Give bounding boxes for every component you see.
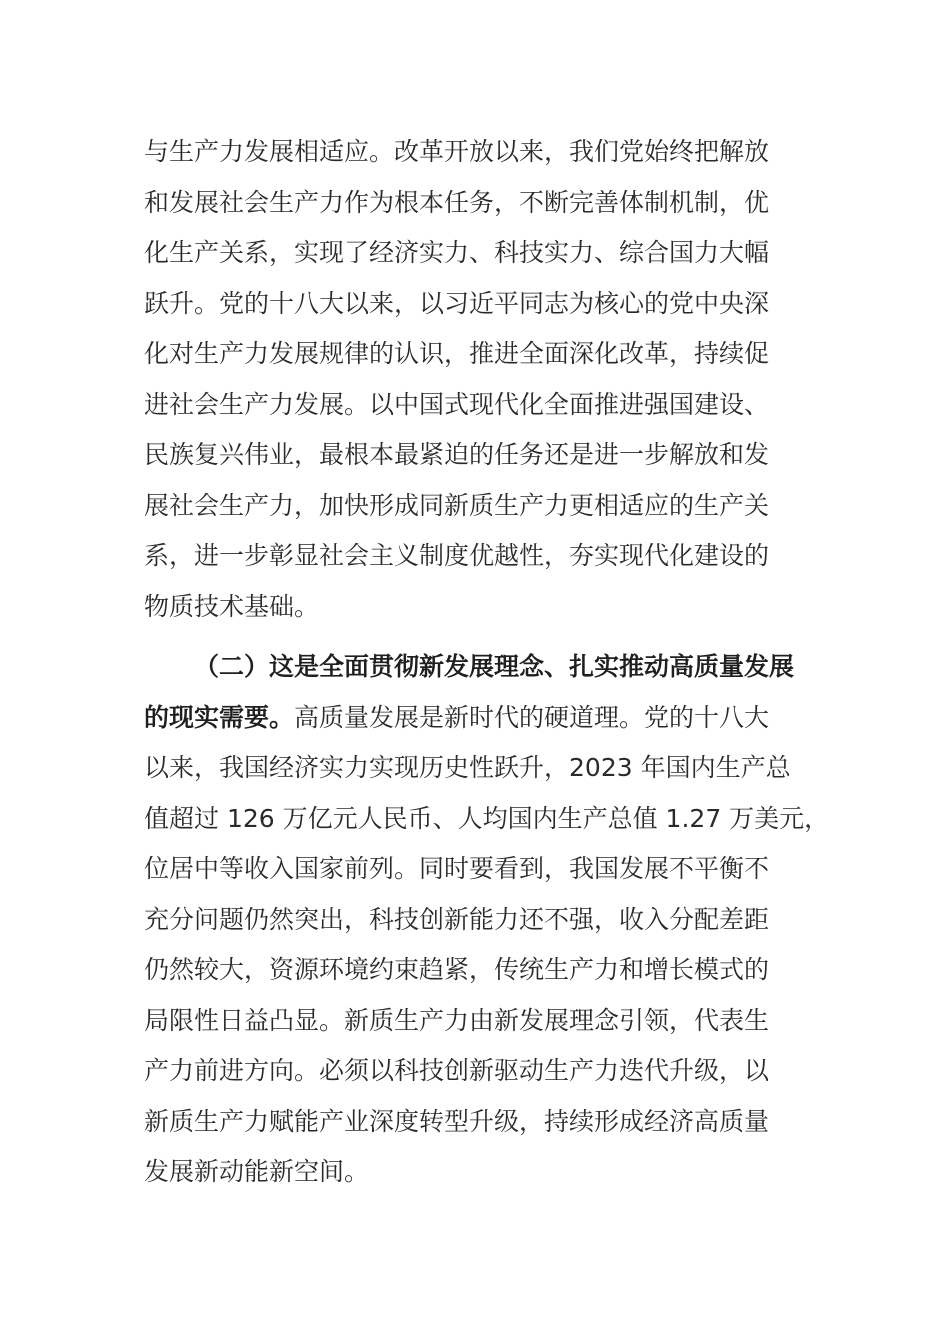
document-body bbox=[144, 127, 830, 1198]
section-heading-continued: 的现实需要。 bbox=[144, 702, 295, 732]
text-line: 发展新动能新空间。 bbox=[144, 1157, 370, 1186]
text-line: 展社会生产力，加快形成同新质生产力更相适应的生产关 bbox=[144, 490, 770, 520]
text-line: 化生产关系，实现了经济实力、科技实力、综合国力大幅 bbox=[144, 238, 770, 267]
text-line bbox=[144, 693, 824, 744]
text-line: 局限性日益凸显。新质生产力由新发展理念引领，代表生 bbox=[144, 1005, 770, 1035]
text-line: 系，进一步彰显社会主义制度优越性，夯实现代化建设的 bbox=[144, 541, 770, 570]
paragraph-spacer bbox=[144, 632, 824, 642]
text-line: 跃升。党的十八大以来，以习近平同志为核心的党中央深 bbox=[144, 288, 770, 318]
text-line: 民族复兴伟业，最根本最紧迫的任务还是进一步解放和发 bbox=[144, 440, 770, 469]
text-line: 以来，我国经济实力实现历史性跃升，2023 年国内生产总 bbox=[144, 753, 791, 782]
text-line: 仍然较大，资源环境约束趋紧，传统生产力和增长模式的 bbox=[144, 955, 770, 984]
text-line: 物质技术基础。 bbox=[144, 591, 320, 621]
text-line: 进社会生产力发展。以中国式现代化全面推进强国建设、 bbox=[144, 389, 770, 419]
text-line: 位居中等收入国家前列。同时要看到，我国发展不平衡不 bbox=[144, 854, 770, 883]
text-line: 充分问题仍然突出，科技创新能力还不强，收入分配差距 bbox=[144, 904, 770, 934]
paragraph-2 bbox=[144, 642, 830, 1198]
text-line: 和发展社会生产力作为根本任务，不断完善体制机制，优 bbox=[144, 187, 770, 217]
text-line: 新质生产力赋能产业深度转型升级，持续形成经济高质量 bbox=[144, 1106, 770, 1136]
heading-line-text: 高质量发展是新时代的硬道理。党的十八大 bbox=[294, 702, 770, 732]
section-heading: （二）这是全面贯彻新发展理念、扎实推动高质量发展 bbox=[194, 652, 795, 681]
text-line: 产力前进方向。必须以科技创新驱动生产力迭代升级，以 bbox=[144, 1056, 770, 1085]
text-line: 值超过 126 万亿元人民币、人均国内生产总值 1.27 万美元， bbox=[144, 803, 830, 833]
text-line: 与生产力发展相适应。改革开放以来，我们党始终把解放 bbox=[144, 137, 770, 166]
text-line: 化对生产力发展规律的认识，推进全面深化改革，持续促 bbox=[144, 339, 770, 368]
paragraph-1 bbox=[144, 127, 824, 632]
